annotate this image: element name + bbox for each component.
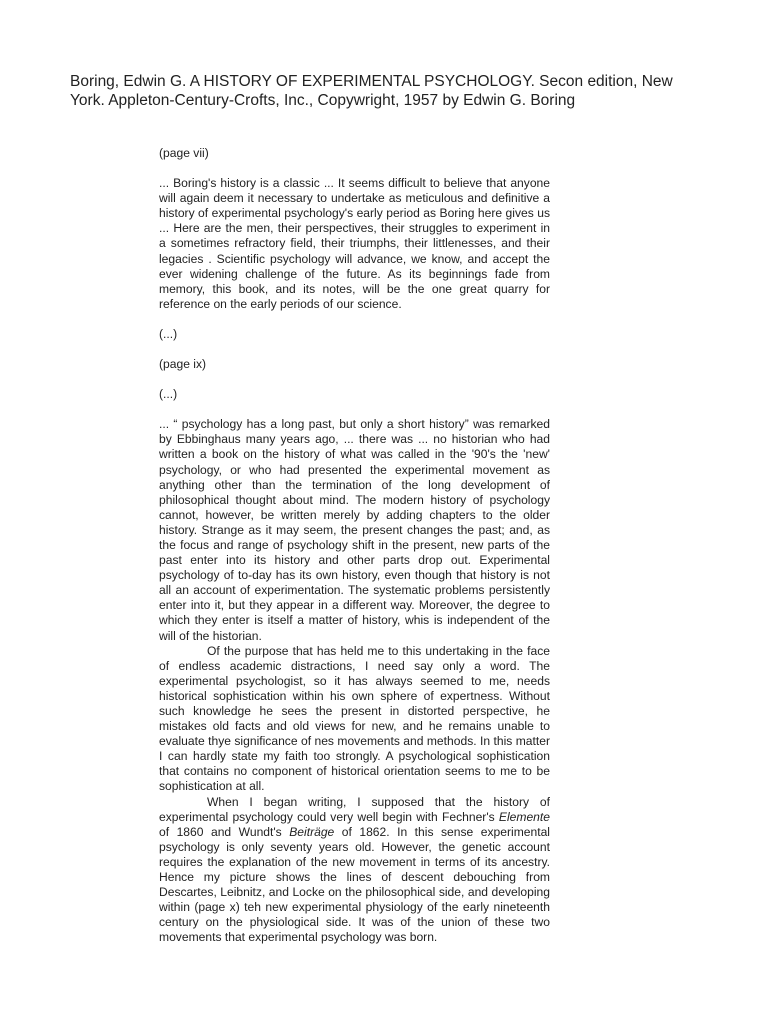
body-paragraph-3 (159, 795, 550, 946)
page-ix-label: (page ix) (159, 357, 207, 372)
title-beitrage: Beiträge (289, 824, 335, 839)
body-paragraph-2: Of the purpose that has held me to this undertaking in the face of endless academic distractions, I need say only a word. The experimental psychologist, so it has always seemed to me, needs historical sophistication within his own sphere of expertness. Without such knowledge he sees the present in distorted perspective, he mistakes old facts and old views for new, and he remains unable to evaluate thye significance of nes movements and methods. In this matter I can hardly state my faith too strongly. A psychological sophistication that contains no component of historical orientation seems to me to be sophistication at all. (159, 643, 550, 794)
page-vii-label: (page vii) (159, 146, 209, 160)
paragraph-3-text-a: When I began writing, I supposed that the history of experimental psychology could very well begin with Fechner's (159, 794, 550, 824)
paragraph-3-text-c: of 1862. In this sense experimental psychology is only seventy years old. However, the genetic account requires the explanation of the new movement in terms of its ancestry. Hence my picture shows the lines of descent debouching from Descartes, Leibnitz, and Locke on the philosophical side, and developing within (page x) teh new experimental physiology of the early nineteenth century on the physiological side. It was of the union of these two movements that experimental psychology was born. (159, 824, 550, 945)
paragraph-3-text-b: of 1860 and Wundt's (159, 824, 290, 839)
ellipsis-marker: (...) (159, 387, 178, 402)
citation: Boring, Edwin G. A HISTORY OF EXPERIMENTAL PSYCHOLOGY. Secon edition, New York. Appleton-Century-Crofts, Inc., Copywright, 1957 by Edwin G. Boring (70, 73, 673, 109)
body-paragraph-1: ... “ psychology has a long past, but only a short history” was remarked by Ebbinghaus many years ago, ... there was ... no historian who had written a book on the history of what was called in the '90's the 'new' psychology, or who had presented the experimental movement as anything other than the termination of the long development of philosophical thought about mind. The modern history of psychology cannot, however, be written merely by adding chapters to the older history. Strange as it may seem, the present changes the past; and, as the focus and range of psychology shift in the present, new parts of the past enter into its history and other parts drop out. Experimental psychology of to-day has its own history, even though that history is not all an account of experimentation. The systematic problems persistently enter into it, but they appear in a different way. Moreover, the degree to which they enter is itself a matter of history, whis is independent of the will of the historian. (159, 417, 550, 643)
title-elemente: Elemente (498, 809, 550, 824)
document-body (159, 146, 550, 946)
ellipsis-marker: (...) (159, 326, 178, 341)
blurb-paragraph: ... Boring's history is a classic ... It seems difficult to believe that anyone will again deem it necessary to undertake as meticulous and definitive a history of experimental psychology's early period as Boring here gives us ... Here are the men, their perspectives, their struggles to experiment in a sometimes refractory field, their triumphs, their littlenesses, and their legacies . Scientific psychology will advance, we know, and accept the ever widening challenge of the future. As its beginnings fade from memory, this book, and its notes, will be the one great quarry for reference on the early periods of our science. (159, 176, 550, 311)
